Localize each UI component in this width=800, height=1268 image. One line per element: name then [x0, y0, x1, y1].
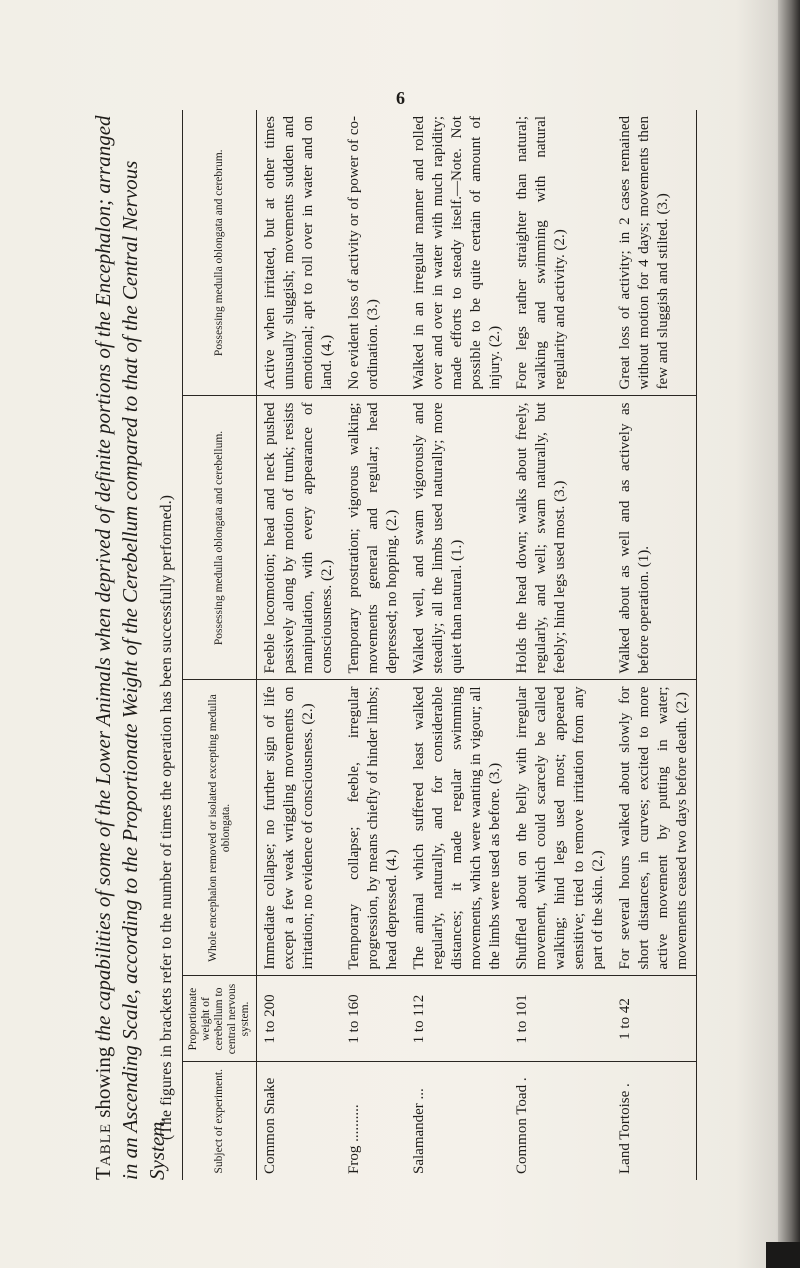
- caption-lead: Table: [91, 1123, 115, 1180]
- cell-oblongata: Shuffled about on the belly with irregular movement, which could scarcely be called walking; hind legs used most; appeared sensitive; tried to remove irritation from any part of the skin. (2.): [509, 680, 612, 976]
- cell-oblongata: The animal which suffered least walked regularly, naturally, and for considerable distances; it made regular swimming movements, which were wanting in vigour; all the limbs were used as before. (3.): [406, 680, 509, 976]
- table-row: [509, 110, 612, 1180]
- table-row: [341, 110, 406, 1180]
- cell-oblongata: Temporary collapse; feeble, irregular progression, by means chiefly of hinder limbs; head depressed. (4.): [341, 680, 406, 976]
- caption-connector: showing: [91, 1041, 115, 1123]
- cell-ratio: 1 to 112: [406, 976, 509, 1062]
- cell-cerebrum: Active when irritated, but at other times unusually sluggish; movements sudden and emotional; apt to roll over in water and on land. (4.): [257, 110, 342, 396]
- cell-cerebrum: No evident loss of activity or of power of co-ordination. (3.): [341, 110, 406, 396]
- cell-ratio: 1 to 42: [612, 976, 697, 1062]
- cell-subject: Common Toad .: [514, 1077, 530, 1174]
- cell-cerebellum: Holds the head down; walks about freely, regularly, and well; swam naturally, but feebly; hind legs used most. (3.): [509, 396, 612, 680]
- cell-cerebellum: Walked well, and swam vigorously and steadily; all the limbs used naturally; more quiet than natural. (1.): [406, 396, 509, 680]
- cell-oblongata: For several hours walked about slowly for short distances, in curves; excited to more active movement by putting in water; movements ceased two days before death. (2.): [612, 680, 697, 976]
- cell-cerebrum: Walked in an irregular manner and rolled over and over in water with much rapidity; made efforts to steady itself.—Note. Not possible to be quite certain of amount of injury. (2.): [406, 110, 509, 396]
- header-cerebellum: Possessing medulla oblongata and cerebellum.: [183, 396, 257, 680]
- cell-subject: Frog ..........: [346, 1104, 362, 1174]
- header-oblongata: Whole encephalon removed or isolated excepting medulla oblongata.: [183, 680, 257, 976]
- book-spine-shadow: [778, 0, 800, 1268]
- header-subject: Subject of experiment.: [183, 1062, 257, 1180]
- cell-subject: Common Snake: [262, 1077, 278, 1174]
- caption-note: (The figures in brackets refer to the number of times the operation has been successfully performed.): [158, 494, 175, 1140]
- header-cerebrum: Possessing medulla oblongata and cerebrum.: [183, 110, 257, 396]
- rotated-table-block: [90, 110, 770, 1180]
- cell-cerebellum: Walked about as well and as actively as before operation. (1).: [612, 396, 697, 680]
- cell-ratio: 1 to 200: [257, 976, 342, 1062]
- cell-subject: Salamander ...: [411, 1088, 427, 1174]
- cell-cerebellum: Temporary prostration; vigorous walking; movements general and regular; head depressed; no hopping. (2.): [341, 396, 406, 680]
- cell-cerebrum: Great loss of activity; in 2 cases remained without motion for 4 days; movements then few and sluggish and stilted. (3.): [612, 110, 697, 396]
- cell-ratio: 1 to 160: [341, 976, 406, 1062]
- experiment-table: [182, 110, 697, 1180]
- cell-oblongata: Immediate collapse; no further sign of life except a few weak wriggling movements on irritation; no evidence of consciousness. (2.): [257, 680, 342, 976]
- cell-cerebrum: Fore legs rather straighter than natural; walking and swimming with natural regularity and activity. (2.): [509, 110, 612, 396]
- corner-mark: [766, 1242, 800, 1268]
- cell-ratio: 1 to 101: [509, 976, 612, 1062]
- table-row: [612, 110, 697, 1180]
- header-ratio: Proportionate weight of cerebellum to central nervous system.: [183, 976, 257, 1062]
- page-number: 6: [396, 88, 405, 108]
- caption-title: the capabilities of some of the Lower Animals when deprived of definite portions of the Encephalon; arranged in an Ascending Scale, according to the Proportionate Weight of the Cerebellum compared to that of the Central Nervous System.: [91, 115, 169, 1180]
- cell-subject: Land Tortoise .: [612, 1062, 697, 1180]
- table-header-row: [183, 110, 257, 1180]
- table-row: [257, 110, 342, 1180]
- table-row: [406, 110, 509, 1180]
- cell-cerebellum: Feeble locomotion; head and neck pushed passively along by motion of trunk; resists manipulation, with every appearance of consciousness. (2.): [257, 396, 342, 680]
